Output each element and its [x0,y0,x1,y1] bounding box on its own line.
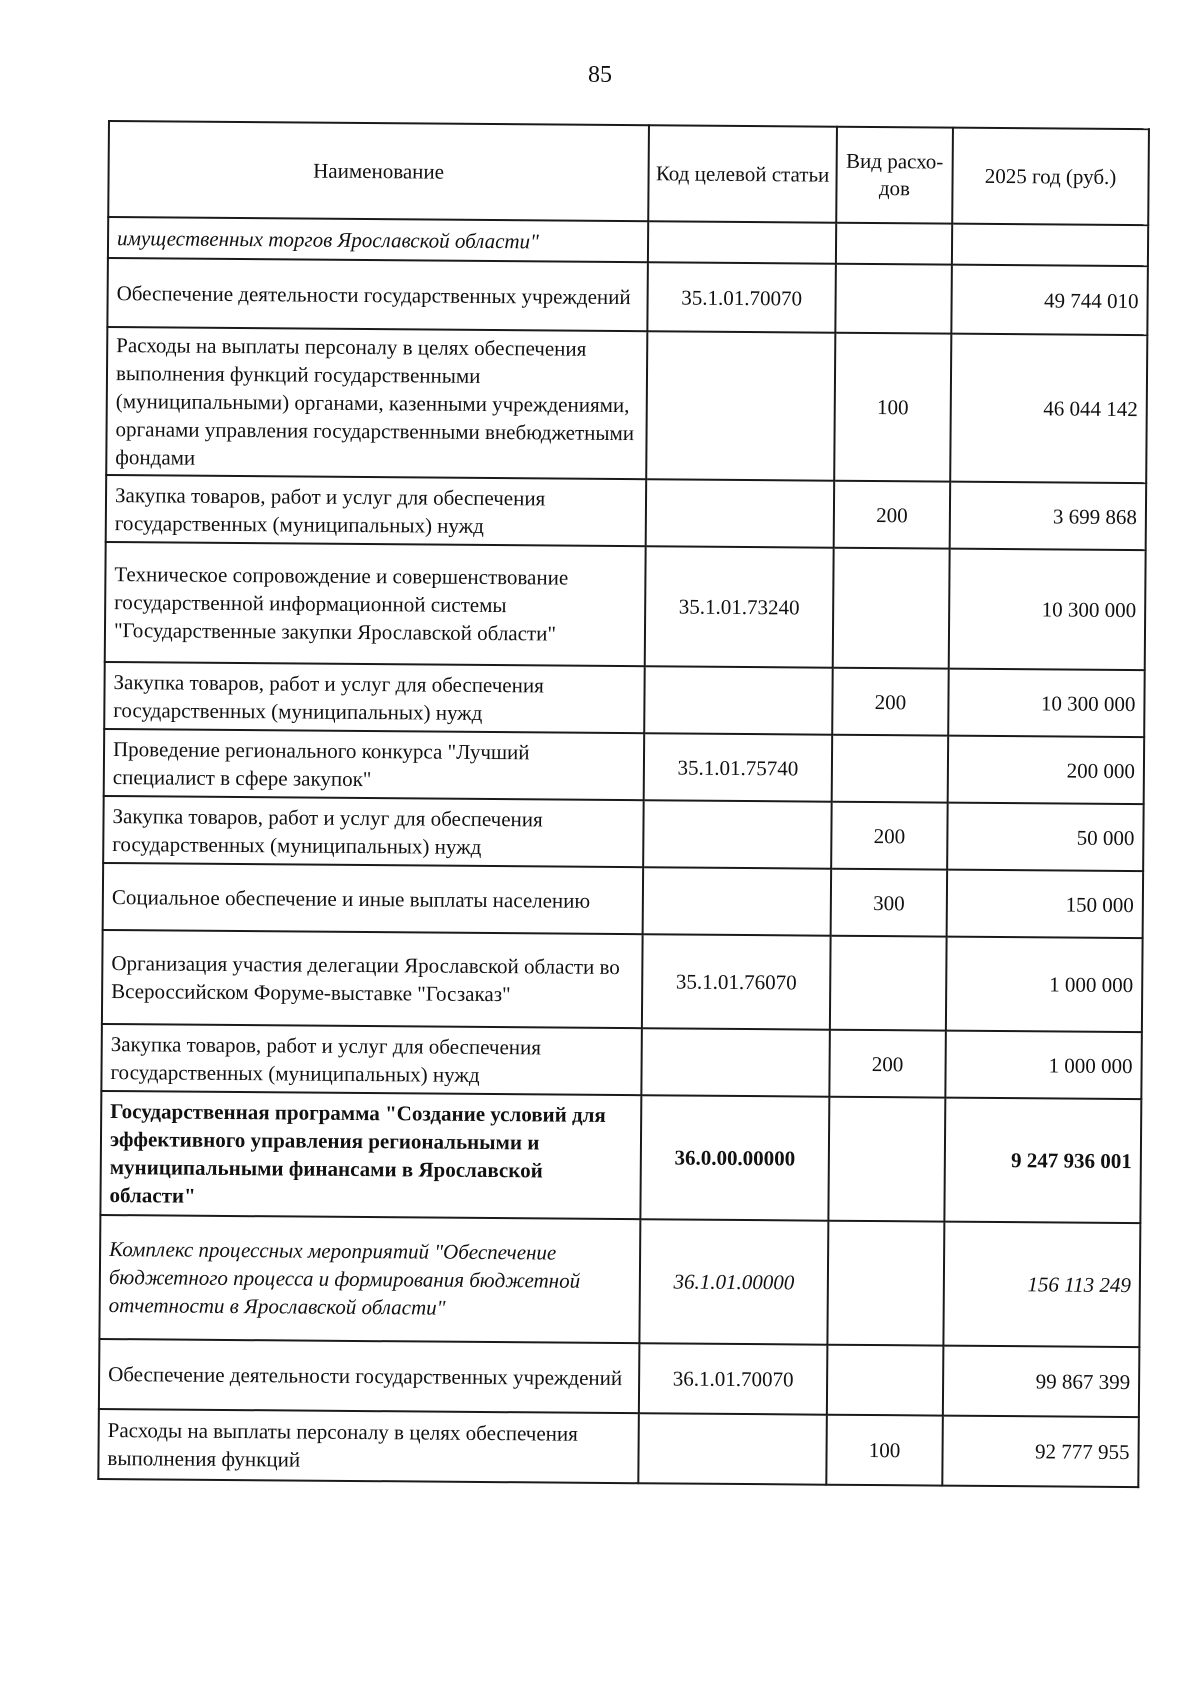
row-code: 35.1.01.76070 [642,934,831,1029]
row-code [643,867,832,935]
row-expense-type: 100 [826,1415,943,1486]
table-row [100,1091,1141,1223]
row-amount: 200 000 [948,736,1145,805]
row-amount [952,224,1148,267]
row-expense-type [833,548,950,669]
row-amount: 99 867 399 [943,1346,1140,1418]
row-expense-type: 200 [829,1030,946,1098]
header-amount: 2025 год (руб.) [952,128,1149,226]
row-expense-type [830,936,947,1031]
table-row [103,863,1143,938]
table-row [105,542,1146,670]
row-code [648,221,836,263]
row-expense-type [827,1221,944,1346]
row-code [643,800,832,868]
table-header-row [108,121,1149,225]
row-code [644,666,833,734]
budget-table [97,120,1150,1488]
row-name: Государственная программа "Создание условий для эффективного управления региональными и муниципальными финансами в Ярославской области" [100,1091,641,1219]
row-expense-type [832,735,949,803]
row-amount: 150 000 [947,870,1144,939]
table-row [104,729,1144,804]
row-name: Комплекс процессных мероприятий "Обеспечение бюджетного процесса и формирования бюджетной отчетности в Ярославской области" [99,1215,640,1343]
row-name: Социальное обеспечение и иные выплаты населению [103,863,644,934]
row-amount: 92 777 955 [942,1416,1139,1488]
page-number: 85 [588,62,612,88]
row-expense-type [836,223,952,265]
row-amount: 10 300 000 [948,669,1145,738]
header-name: Наименование [108,121,649,221]
table-row [103,796,1143,871]
table-row [99,1339,1140,1417]
row-expense-type [835,264,952,334]
row-amount: 156 113 249 [943,1222,1140,1348]
row-name: Обеспечение деятельности государственных учреждений [107,258,648,331]
row-name: Проведение регионального конкурса "Лучший специалист в сфере закупок" [104,729,645,800]
row-name: Закупка товаров, работ и услуг для обеспечения государственных (муниципальных) нужд [101,1024,642,1095]
row-name: Организация участия делегации Ярославской области во Всероссийском Форуме-выставке "Госзаказ" [102,930,643,1028]
row-amount: 1 000 000 [946,937,1143,1033]
row-name: Закупка товаров, работ и услуг для обеспечения государственных (муниципальных) нужд [103,796,644,867]
row-code [641,1028,830,1096]
row-expense-type: 200 [832,668,949,736]
row-amount: 50 000 [947,803,1144,872]
row-name: Расходы на выплаты персоналу в целях обеспечения выполнения функций [98,1409,639,1483]
row-code [646,331,835,480]
row-name: Закупка товаров, работ и услуг для обеспечения государственных (муниципальных) нужд [106,475,647,546]
row-expense-type: 200 [831,802,948,870]
row-amount: 49 744 010 [951,265,1148,336]
row-code: 36.0.00.00000 [640,1095,829,1220]
row-amount: 10 300 000 [949,549,1146,671]
table-row [99,1215,1140,1347]
row-expense-type [827,1345,944,1416]
table-row [107,258,1148,335]
row-amount: 46 044 142 [950,334,1147,484]
row-amount: 1 000 000 [945,1031,1142,1100]
header-expense-type: Вид расхо-дов [836,127,953,224]
row-name: Закупка товаров, работ и услуг для обеспечения государственных (муниципальных) нужд [104,662,645,733]
row-amount: 9 247 936 001 [944,1098,1141,1224]
row-code: 36.1.01.00000 [639,1219,828,1344]
row-code: 35.1.01.75740 [644,733,833,801]
header-code: Код целевой статьи [648,125,837,222]
row-expense-type [828,1097,945,1222]
row-code: 35.1.01.73240 [645,546,834,667]
row-name: Обеспечение деятельности государственных учреждений [99,1339,640,1413]
row-code [638,1413,827,1484]
row-name: Техническое сопровождение и совершенствование государственной информационной системы "Государственные закупки Ярославской области" [105,542,646,666]
row-code: 35.1.01.70070 [647,262,836,332]
table-row [106,475,1146,550]
table-row [102,930,1143,1032]
table-row [98,1409,1139,1487]
row-code: 36.1.01.70070 [639,1343,828,1414]
table-row [106,327,1147,483]
row-code [646,479,835,547]
row-amount: 3 699 868 [950,482,1147,551]
row-expense-type: 200 [834,481,951,549]
table-row [101,1024,1141,1099]
row-name: имущественных торгов Ярославской области" [108,217,648,262]
row-name: Расходы на выплаты персоналу в целях обеспечения выполнения функций государственными (муниципальными) органами, казенными учреждениями, органами управления государственными внебюджетными фондами [106,327,647,479]
table-row [104,662,1144,737]
row-expense-type: 300 [831,869,948,937]
row-expense-type: 100 [834,333,951,482]
